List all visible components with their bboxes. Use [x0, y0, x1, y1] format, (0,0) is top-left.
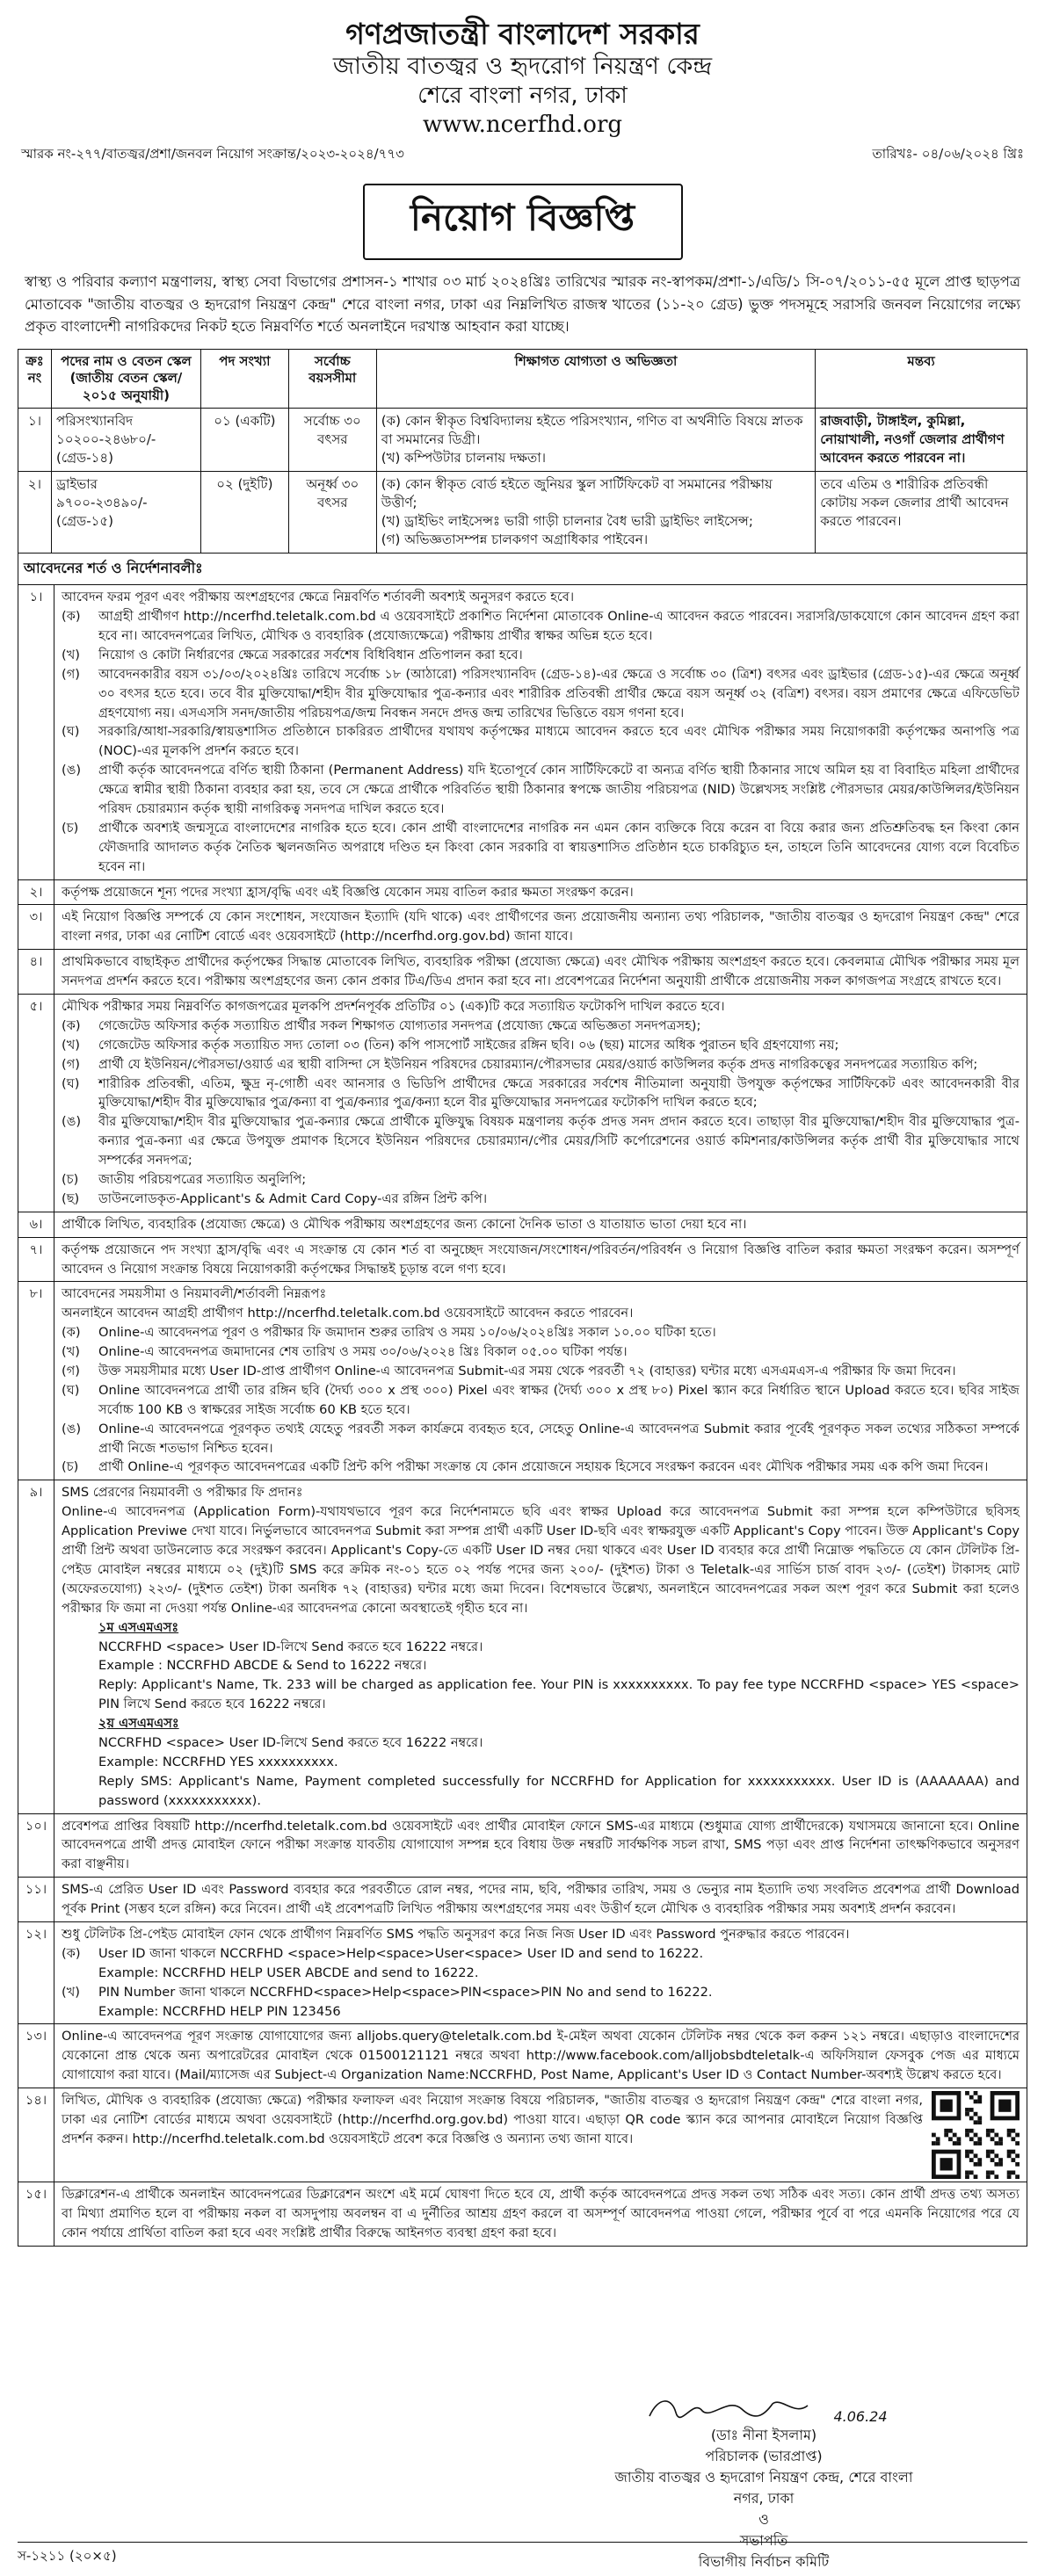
pay-grade: (গ্রেড-১৪) [55, 450, 113, 467]
government-name: গণপ্রজাতন্ত্রী বাংলাদেশ সরকার [345, 17, 700, 51]
subitem-text: প্রার্থীকে অবশ্যই জন্মসূত্রে বাংলাদেশের নাগরিক হতে হবে। কোন প্রার্থী বাংলাদেশের নাগরিক নন এমন কোন ব্যক্তিকে বিয়ে করেন বা বিয়ে করার জন্য প্রতিশ্রুতিবদ্ধ হন কিংবা কোন ফৌজদারি আদালত কর্তৃক নৈতিক স্খলনজনিত অপরাধে দণ্ডিত হন কিংবা কোন সরকারি বা স্বায়ত্তশাসিত প্রতিষ্ঠান হতে চাকরিচ্যুত হন, তাহলে তিনি আবেদনের যোগ্য বলে বিবেচিত হবেন না। [98, 820, 1020, 874]
condition-subitem [62, 1075, 1020, 1113]
row-post [51, 472, 200, 554]
condition-subitem [62, 819, 1020, 877]
condition-item [18, 1282, 1027, 1480]
qualification-line: (খ) কম্পিউটার চালনায় দক্ষতা। [381, 450, 547, 467]
condition-subitem [62, 722, 1020, 761]
condition-body [54, 1814, 1027, 1878]
condition-body [54, 1212, 1027, 1237]
condition-lead: প্রবেশপত্র প্রাপ্তির বিষয়টি http://ncerfhd.teletalk.com.bd ওয়েবসাইটে এবং প্রার্থীর মোবাইল ফোনে SMS-এর মাধ্যমে (শুধুমাত্র যোগ্য প্রার্থীদেরকে) যথাসময়ে জানানো হবে। Online আবেদনপত্রে প্রার্থী প্রদত্ত মোবাইল ফোনে পরীক্ষা সংক্রান্ত যাবতীয় যোগাযোগ সম্পন্ন হবে বিধায় উক্ত নম্বরটি সার্বক্ষণিক সচল রাখা, SMS পড়া এবং প্রাপ্ত নির্দেশনা তাৎক্ষণিকভাবে অনুসরণ করা বাঞ্ছনীয়। [62, 1818, 1020, 1872]
subitem-text: গেজেটেড অফিসার কর্তৃক সত্যায়িত সদ্য তোলা ০৩ (তিন) কপি পাসপোর্ট সাইজের রঙ্গিন ছবি। ০৬ (ছয়) মাসের অধিক পুরাতন ছবি গ্রহণযোগ্য নয়; [98, 1037, 839, 1053]
subitem-text: উক্ত সময়সীমার মধ্যে User ID-প্রাপ্ত প্রার্থীগণ Online-এ আবেদনপত্র Submit-এর সময় থেকে পরবর্তী ৭২ (বাহাত্তর) ঘন্টার মধ্যে এসএমএস-এ পরীক্ষার ফি জমা দিবেন। [98, 1364, 956, 1379]
sms-heading: ১ম এসএমএসঃ [98, 1619, 179, 1635]
header [18, 16, 1027, 139]
subitem-text: নিয়োগ ও কোটা নির্ধারণের ক্ষেত্রে সরকারের সর্বশেষ বিধিবিধান প্রতিপালন করা হবে। [98, 647, 523, 662]
subitem-text: Online-এ আবেদনপত্র পূরণ ও পরীক্ষার ফি জমাদান শুরুর তারিখ ও সময় ১০/০৬/২০২৪খ্রিঃ সকাল ১০.০০ ঘটিকা হতে। [98, 1325, 716, 1341]
subitem-label: (ক) [62, 1325, 81, 1341]
row-serial: ১। [18, 409, 52, 472]
condition-subitem [62, 1323, 1020, 1342]
condition-item [18, 1878, 1027, 1922]
subitem-label: (চ) [62, 820, 79, 836]
qualification-line: (ক) কোন স্বীকৃত বোর্ড হইতে জুনিয়র স্কুল সার্টিফিকেট বা সমমানের পরীক্ষায় উত্তীর্ণ; [381, 476, 773, 511]
subitem-label: (ঘ) [62, 1075, 80, 1091]
signatory-name: (ডাঃ নীনা ইসলাম) [710, 2427, 817, 2443]
posts-table [18, 349, 1027, 554]
condition-item [18, 1814, 1027, 1878]
signatory-office: জাতীয় বাতজ্বর ও হৃদরোগ নিয়ন্ত্রণ কেন্দ্র, শেরে বাংলা নগর, ঢাকা [614, 2469, 913, 2507]
condition-item [18, 1922, 1027, 2024]
post-name: পরিসংখ্যানবিদ [55, 413, 134, 430]
condition-item [18, 880, 1027, 906]
condition-number: ১২। [18, 1922, 54, 2023]
condition-subitem [62, 1190, 1020, 1209]
condition-subitem [62, 1964, 1020, 1983]
subitem-label: (গ) [62, 1056, 80, 1072]
subitem-label: (ক) [62, 1945, 81, 1961]
condition-subitem [62, 646, 1020, 665]
institute-name: জাতীয় বাতজ্বর ও হৃদরোগ নিয়ন্ত্রণ কেন্দ্র [332, 53, 713, 81]
subitem-label: (খ) [62, 647, 80, 662]
subitem-text: প্রার্থী কর্তৃক আবেদনপত্রে বর্ণিত স্থায়ী ঠিকানা (Permanent Address) যদি ইতোপূর্বে কোন সার্টিফিকেটে বা অন্যত্র বর্ণিত স্থায়ী ঠিকানার সাথে অমিল হয় বা বিবাহিত মহিলা প্রার্থীদের ক্ষেত্রে স্বামীর স্থায়ী ঠিকানা ব্যবহার করা হয়, তবে সে ক্ষেত্রে প্রার্থীকে পরিবর্তিত স্থায়ী ঠিকানার স্বপক্ষে জাতীয় পরিচয়পত্র (NID) উল্লেখসহ সংশ্লিষ্ট পৌরসভার মেয়র/কাউন্সিলর/ইউনিয়ন পরিষদ চেয়ারম্যান কর্তৃক স্থায়ী নাগরিকত্ব সনদপত্র দাখিল করতে হবে। [98, 763, 1020, 816]
pay-scale: ১০২০০-২৪৬৮০/- [55, 431, 156, 448]
subitem-text: গেজেটেড অফিসার কর্তৃক সত্যায়িত প্রার্থীর সকল শিক্ষাগত যোগ্যতার সনদপত্র (প্রযোজ্য ক্ষেত্রে অভিজ্ঞতা সনদপত্রসহ); [98, 1017, 701, 1033]
subitem-text: Online-এ আবেদনপত্র জমাদানের শেষ তারিখ ও সময় ৩০/০৬/২০২৪ খ্রিঃ বিকাল ০৫.০০ ঘটিকা পর্যন্ত। [98, 1344, 628, 1360]
row-age: সর্বোচ্চ ৩০ বৎসর [288, 409, 376, 472]
row-serial: ২। [18, 472, 52, 554]
condition-lead: মৌখিক পরীক্ষার সময় নিম্নবর্ণিত কাগজপত্রের মূলকপি প্রদর্শনপূর্বক প্রতিটির ০১ (এক)টি করে সত্যায়িত ফটোকপি দাখিল করতে হবে। [62, 999, 725, 1014]
subitem-text: User ID জানা থাকলে NCCRFHD <space>Help<space>User<space> User ID and send to 16222. [98, 1945, 704, 1961]
condition-lead: ডিক্লারেশন-এ প্রার্থীকে অনলাইন আবেদনপত্রের ডিক্লারেশন অংশে এই মর্মে ঘোষণা দিতে হবে যে, প্রার্থী কর্তৃক আবেদনপত্রে প্রদত্ত সকল তথ্য সঠিক এবং সত্য। কোন প্রার্থী প্রদত্ত তথ্য অসত্য বা মিথ্যা প্রমাণিত হলে বা পরীক্ষায় নকল বা অসদুপায় অবলম্বন বা এ দুর্নীতির আশ্রয় গ্রহণ করলে বা অসম্পূর্ণ আবেদনপত্র পাওয়া গেলে, পরীক্ষার পূর্বে বা পরে এমনকি নিয়োগের পরে যে কোন পর্যায়ে প্রার্থিতা বাতিল করা হবে এবং সংশ্লিষ্ট প্রার্থীর বিরুদ্ধে আইনগত ব্যবস্থা গ্রহণ করা হবে। [62, 2187, 1020, 2240]
qualification-line: (খ) ড্রাইভিং লাইসেন্সঃ ভারী গাড়ী চালনার বৈধ ভারী ড্রাইভিং লাইসেন্স; [381, 513, 753, 530]
subitem-label: (গ) [62, 666, 80, 682]
condition-number: ১৩। [18, 2024, 54, 2088]
subitem-label: (চ) [62, 1172, 79, 1188]
row-qualification [376, 409, 815, 472]
condition-subitem [62, 1170, 1020, 1190]
condition-lead: Online-এ আবেদনপত্র পূরণ সংক্রান্ত যোগাযোগের জন্য alljobs.query@teletalk.com.bd ই-মেইল অথবা যেকোন টেলিটক নম্বর থেকে কল করুন ১২১ নম্বরে। এছাড়াও বাংলাদেশের যেকোনো প্রান্ত থেকে অন্য অপারেটরের মোবাইল থেকে 01500121121 নম্বরে অথবা http://www.facebook.com/alljobsbdteletalk-এ অফিসিয়াল ফেসবুক পেজ এর মাধ্যমে যোগাযোগ করা যাবে। (Mail/ম্যাসেজ এর Subject-এ Organization Name:NCCRFHD, Post Name, Applicant's User ID ও Contact Number-অবশ্যই উল্লেখ করতে হবে। [62, 2029, 1020, 2083]
condition-number: ৯। [18, 1480, 54, 1813]
condition-subitem [62, 1983, 1020, 2002]
condition-body [54, 2088, 1027, 2182]
reference-line [18, 144, 1027, 166]
subitem-text: বীর মুক্তিযোদ্ধা/শহীদ বীর মুক্তিযোদ্ধার পুত্র-কন্যার ক্ষেত্রে প্রার্থীকে মুক্তিযুদ্ধ বিষয়ক মন্ত্রণালয় কর্তৃক প্রদত্ত সনদ প্রদান করতে হবে। তাছাড়া বীর মুক্তিযোদ্ধা/শহীদ বীর মুক্তিযোদ্ধার পুত্র-কন্যার পুত্র-কন্যা এর ক্ষেত্রে উপযুক্ত প্রমাণক হিসেবে ইউনিয়ন পরিষদের চেয়ারম্যান/পৌর মেয়র/সিটি কর্পোরেশনের ওয়ার্ড কমিশনার/কাউন্সিলর কর্তৃক প্রার্থী বীর মুক্তিযোদ্ধার সাথে সম্পর্কের সনদপত্র; [98, 1114, 1020, 1169]
subitem-text: Online-এ আবেদনপত্রে পূরণকৃত তথ্যই যেহেতু পরবর্তী সকল কার্যক্রমে ব্যবহৃত হবে, সেহেতু Online-এ আবেদনপত্র Submit করার পূর্বেই পূরণকৃত সকল তথ্যের সঠিকতা সম্পর্কে প্রার্থী নিজে শতভাগ নিশ্চিত হবেন। [98, 1421, 1020, 1456]
subitem-label: (চ) [62, 1459, 79, 1475]
condition-item [18, 905, 1027, 950]
condition-item [18, 2182, 1027, 2246]
subitem-label: (ক) [62, 609, 81, 625]
pay-grade: (গ্রেড-১৫) [55, 513, 113, 530]
sms-line: Reply: Applicant's Name, Tk. 233 will be charged as application fee. Your PIN is xxxxxxxxxx. To pay fee type NCCRFHD <space> YES <space> PIN লিখে Send করতে হবে 16222 নম্বরে। [98, 1677, 1020, 1712]
subitem-text: সরকারি/আধা-সরকারি/স্বায়ত্তশাসিত প্রতিষ্ঠানে চাকরিরত প্রার্থীদের যথাযথ কর্তৃপক্ষের মাধ্যমে আবেদন করতে হবে এবং মৌখিক পরীক্ষার সময় নিয়োগকারী কর্তৃপক্ষের অনাপত্তি পত্র (NOC)-এর মূলকপি প্রদর্শন করতে হবে। [98, 724, 1020, 759]
sms-line: NCCRFHD <space> User ID-লিখে Send করতে হবে 16222 নম্বরে। [98, 1639, 483, 1654]
subitem-text: জাতীয় পরিচয়পত্রের সত্যায়িত অনুলিপি; [98, 1172, 307, 1188]
subitem-text: Online আবেদনপত্রে প্রার্থী তার রঙ্গিন ছবি (দৈর্ঘ্য ৩০০ x প্রস্থ ৩০০) Pixel এবং স্বাক্ষর (দৈর্ঘ্য ৩০০ x প্রস্থ ৮০) Pixel স্ক্যান করে নির্ধারিত স্থানে Upload করতে হবে। ছবির সাইজ সর্বোচ্চ 100 KB ও স্বাক্ষরের সাইজ সর্বোচ্চ 60 KB হতে হবে। [98, 1382, 1020, 1417]
condition-body [54, 2024, 1027, 2088]
condition-subitem [62, 607, 1020, 646]
condition-number: ৩। [18, 905, 54, 949]
subitem-label: (ঘ) [62, 1382, 80, 1398]
condition-item [18, 1480, 1027, 1813]
table-row [18, 409, 1027, 472]
condition-body [54, 2182, 1027, 2246]
intro-paragraph: স্বাস্থ্য ও পরিবার কল্যাণ মন্ত্রণালয়, স্বাস্থ্য সেবা বিভাগের প্রশাসন-১ শাখার ০৩ মার্চ ২০২৪খ্রিঃ তারিখের স্মারক নং-স্বাপকম/প্রশা-১/এডি/১ সি-০৭/২০১১-৫৫ মূলে প্রাপ্ত ছাড়পত্র মোতাবেক "জাতীয় বাতজ্বর ও হৃদরোগ নিয়ন্ত্রণ কেন্দ্র" শেরে বাংলা নগর, ঢাকা এর নিম্নলিখিত রাজস্ব খাতের (১১-২০ গ্রেড) ভুক্ত পদসমূহে সরাসরি জনবল নিয়োগের লক্ষ্যে প্রকৃত বাংলাদেশী নাগরিকদের নিকট হতে নিম্নবর্ণিত শর্তে অনলাইনে দরখাস্ত আহবান করা যাচ্ছে। [25, 273, 1020, 336]
qualification-line: (ক) কোন স্বীকৃত বিশ্ববিদ্যালয় হইতে পরিসংখ্যান, গণিত বা অর্থনীতি বিষয়ে স্নাতক বা সমমানের ডিগ্রী। [381, 413, 803, 448]
condition-number: ১৪। [18, 2088, 54, 2182]
condition-number: ৭। [18, 1238, 54, 1282]
sms-heading: ২য় এসএমএসঃ [98, 1716, 179, 1732]
table-header-row [18, 349, 1027, 409]
row-count: ০২ (দুইটি) [200, 472, 288, 554]
sms-line: Reply SMS: Applicant's Name, Payment completed successfully for NCCRFHD for Application for xxxxxxxxxxx. User ID is (AAAAAAA) and password (xxxxxxxxxxx). [98, 1773, 1020, 1808]
col-count: পদ সংখ্যা [200, 349, 288, 409]
notice-title: নিয়োগ বিজ্ঞপ্তি [363, 184, 683, 260]
condition-number: ৪। [18, 950, 54, 994]
condition-item [18, 2024, 1027, 2088]
condition-lead: কর্তৃপক্ষ প্রয়োজনে পদ সংখ্যা হ্রাস/বৃদ্ধি এবং এ সংক্রান্ত যে কোন শর্ত বা অনুচ্ছেদ সংযোজন/সংশোধন/পরিবর্তন/পরিবর্ধন ও নিয়োগ বিজ্ঞপ্তি বাতিল করার ক্ষমতা সংরক্ষণ করেন। অসম্পূর্ণ আবেদন ও নিয়োগ সংক্রান্ত বিষয়ে নিয়োগকারী কর্তৃপক্ষের সিদ্ধান্তই চূড়ান্ত বলে গণ্য হবে। [62, 1241, 1020, 1277]
subitem-label: (ঙ) [62, 763, 82, 778]
condition-subitem [62, 1381, 1020, 1420]
col-serial: ক্রঃ নং [18, 349, 52, 409]
condition-body [54, 880, 1027, 905]
condition-subitem [62, 1458, 1020, 1477]
subitem-label: (ঙ) [62, 1114, 82, 1130]
subitem-text: ডাউনলোডকৃত-Applicant's & Admit Card Copy-এর রঙ্গিন প্রিন্ট কপি। [98, 1190, 488, 1206]
row-post [51, 409, 200, 472]
subitem-text: Example: NCCRFHD HELP USER ABCDE and send to 16222. [98, 1965, 479, 1980]
subitem-label: (ঘ) [62, 724, 80, 740]
website: www.ncerfhd.org [422, 111, 623, 138]
signature-date: 4.06.24 [833, 2408, 888, 2425]
subitem-text: শারীরিক প্রতিবন্ধী, এতিম, ক্ষুদ্র নৃ-গোষ্ঠী এবং আনসার ও ভিডিপি প্রার্থীদের ক্ষেত্রে সরকারের সর্বশেষ নীতিমালা অনুযায়ী উপযুক্ত কর্তৃপক্ষের সার্টিফিকেট এবং আবেদনকারী বীর মুক্তিযোদ্ধা/শহীদ বীর মুক্তিযোদ্ধার পুত্র/কন্যা বা পুত্র/কন্যার পুত্র/কন্যা হলে বীর মুক্তিযোদ্ধার সনদপত্রের ফটোকপি দাখিল করতে হবে; [98, 1075, 1020, 1111]
subitem-label: (খ) [62, 1984, 80, 2000]
condition-body [54, 585, 1027, 879]
condition-subitem [62, 1420, 1020, 1458]
col-age: সর্বোচ্চ বয়সসীমা [288, 349, 376, 409]
col-remark: মন্তব্য [816, 349, 1027, 409]
condition-item [18, 2088, 1027, 2182]
row-remark: রাজবাড়ী, টাঙ্গাইল, কুমিল্লা, নোয়াখালী, নওগাঁ জেলার প্রার্থীগণ আবেদন করতে পারবেন না। [816, 409, 1027, 472]
condition-body [54, 1922, 1027, 2023]
condition-lead: কর্তৃপক্ষ প্রয়োজনে শূন্য পদের সংখ্যা হ্রাস/বৃদ্ধি এবং এই বিজ্ঞপ্তি যেকোন সময় বাতিল করার ক্ষমতা সংরক্ষণ করেন। [62, 884, 634, 900]
condition-subitem [62, 1944, 1020, 1964]
row-qualification [376, 472, 815, 554]
subitem-text: প্রার্থী যে ইউনিয়ন/পৌরসভা/ওয়ার্ড এর স্থায়ী বাসিন্দা সে ইউনিয়ন পরিষদের চেয়ারম্যান/পৌরসভার মেয়র/ওয়ার্ড কাউন্সিলর কর্তৃক প্রদত্ত নাগরিকত্বের সনদপত্রের সত্যায়িত কপি; [98, 1056, 978, 1072]
condition-body [54, 1480, 1027, 1813]
condition-item [18, 1238, 1027, 1283]
sms-line: Example: NCCRFHD YES xxxxxxxxxx. [98, 1754, 338, 1769]
sms-line: NCCRFHD <space> User ID-লিখে Send করতে হবে 16222 নম্বরে। [98, 1734, 483, 1750]
condition-lead: প্রার্থীকে লিখিত, ব্যবহারিক (প্রযোজ্য ক্ষেত্রে) ও মৌখিক পরীক্ষায় অংশগ্রহণের জন্য কোনো দৈনিক ভাতা ও যাতায়াত ভাতা দেয়া হবে না। [62, 1216, 747, 1232]
condition-number: ৫। [18, 995, 54, 1212]
signature-scribble [614, 2390, 913, 2425]
subitem-label: (খ) [62, 1037, 80, 1053]
post-name: ড্রাইভার [55, 476, 98, 493]
condition-lead: আবেদন ফরম পূরণ এবং পরীক্ষায় অংশগ্রহণের ক্ষেত্রে নিম্নবর্ণিত শর্তাবলী অবশ্যই অনুসরণ করতে হবে। [62, 590, 575, 605]
row-remark: তবে এতিম ও শারীরিক প্রতিবন্ধী কোটায় সকল জেলার প্রার্থী আবেদন করতে পারবেন। [816, 472, 1027, 554]
condition-subitem [62, 1362, 1020, 1381]
condition-body [54, 995, 1027, 1212]
condition-body [54, 905, 1027, 949]
subitem-text: আবেদনকারীর বয়স ৩১/০৩/২০২৪খ্রিঃ তারিখে সর্বোচ্চ ১৮ (আঠারো) পরিসংখ্যানবিদ (গ্রেড-১৪)-এর ক্ষেত্রে ও সর্বোচ্চ ৩০ (ত্রিশ) বৎসর এবং ড্রাইভার (গ্রেড-১৫)-এর ক্ষেত্রে অনূর্ধ্ব ৩০ বৎসর হতে হবে। তবে বীর মুক্তিযোদ্ধা/শহীদ বীর মুক্তিযোদ্ধার পুত্র-কন্যার এবং শারীরিক প্রতিবন্ধী প্রার্থীর ক্ষেত্রে বয়স অনূর্ধ্ব ৩২ (বত্রিশ) বৎসর। বয়স প্রমাণের ক্ষেত্রে এফিডেভিট গ্রহণযোগ্য নয়। এসএসসি সনদ/জাতীয় পরিচয়পত্র/জন্ম নিবন্ধন সনদে প্রদত্ত জন্ম তারিখের ভিত্তিতে বয়স গণনা হবে। [98, 666, 1020, 720]
footer-code: স-১২১১ (২০×৫) [18, 2542, 1027, 2568]
condition-number: ৬। [18, 1212, 54, 1237]
condition-subitem [62, 1036, 1020, 1055]
qr-code-icon[interactable] [932, 2091, 1020, 2179]
conditions-list [18, 585, 1027, 2247]
condition-lead: এই নিয়োগ বিজ্ঞপ্তি সম্পর্কে যে কোন সংশোধন, সংযোজন ইত্যাদি (যদি থাকে) এবং প্রার্থীগণের জন্য প্রয়োজনীয় অন্যান্য তথ্য পরিচালক, "জাতীয় বাতজ্বর ও হৃদরোগ নিয়ন্ত্রণ কেন্দ্র" শেরে বাংলা নগর, ঢাকা এর নোটিশ বোর্ডে এবং ওয়েবসাইটে (http://ncerfhd.org.gov.bd) জানা যাবে। [62, 909, 1020, 944]
condition-number: ২। [18, 880, 54, 905]
condition-subitem [62, 1017, 1020, 1036]
condition-body [54, 1282, 1027, 1480]
condition-subitem [62, 665, 1020, 723]
condition-lead: লিখিত, মৌখিক ও ব্যবহারিক (প্রযোজ্য ক্ষেত্রে) পরীক্ষার ফলাফল এবং নিয়োগ সংক্রান্ত বিষয়ে পরিচালক, "জাতীয় বাতজ্বর ও হৃদরোগ নিয়ন্ত্রণ কেন্দ্র" শেরে বাংলা নগর, ঢাকা এর নোটিশ বোর্ডের মাধ্যমে অথবা ওয়েবসাইটে (http://ncerfhd.org.gov.bd) পাওয়া যাবে। এছাড়া QR code স্ক্যান করে আপনার মোবাইলে নিয়োগ বিজ্ঞপ্তি প্রদর্শন করুন। http://ncerfhd.teletalk.com.bd ওয়েবসাইটে প্রবেশ করে বিজ্ঞপ্তি ও অন্যান্য তথ্য জানা যাবে। [62, 2093, 923, 2146]
subitem-text: Example: NCCRFHD HELP PIN 123456 [98, 2003, 341, 2019]
condition-number: ১। [18, 585, 54, 879]
condition-item [18, 585, 1027, 879]
condition-lead: SMS-এ প্রেরিত User ID এবং Password ব্যবহার করে পরবর্তীতে রোল নম্বর, পদের নাম, ছবি, পরীক্ষার তারিখ, সময় ও ভেন্যুর নাম ইত্যাদি তথ্য সংবলিত প্রবেশপত্র প্রার্থী Download পূর্বক Print (সম্ভব হলে রঙ্গিন) করে নিবেন। প্রার্থী এই প্রবেশপত্রটি লিখিত পরীক্ষায় অংশগ্রহণের সময় এবং উত্তীর্ণ হলে মৌখিক ও ব্যবহারিক পরীক্ষার সময় অবশ্যই প্রদর্শন করবেন। [62, 1882, 1020, 1917]
table-row [18, 472, 1027, 554]
signatory-chair: সভাপতি [739, 2532, 788, 2549]
conditions-title: আবেদনের শর্ত ও নির্দেশনাবলীঃ [18, 554, 1027, 585]
pay-scale: ৯৭০০-২৩৪৯০/- [55, 495, 148, 511]
qualification-line: (গ) অভিজ্ঞতাসম্পন্ন চালকগণ অগ্রাধিকার পাইবেন। [381, 532, 649, 548]
condition-item [18, 995, 1027, 1212]
condition-item [18, 1212, 1027, 1238]
condition-body [54, 950, 1027, 994]
condition-lead: আবেদনের সময়সীমা ও নিয়মাবলী/শর্তাবলী নিম্নরূপঃ [62, 1286, 327, 1302]
subitem-label: (গ) [62, 1364, 80, 1379]
condition-subitem [62, 1055, 1020, 1075]
row-age: অনূর্ধ্ব ৩০ বৎসর [288, 472, 376, 554]
subitem-label: (খ) [62, 1344, 80, 1360]
row-count: ০১ (একটি) [200, 409, 288, 472]
subitem-text: আগ্রহী প্রার্থীগণ http://ncerfhd.teletalk.com.bd এ ওয়েবসাইটে প্রকাশিত নির্দেশনা মোতাবেক Online-এ আবেদন করতে পারবেন। সরাসরি/ডাকযোগে কোন আবেদন গ্রহণ করা হবে না। আবেদনপত্রের লিখিত, মৌখিক ও ব্যবহারিক (প্রযোজ্যক্ষেত্রে) পরীক্ষায় প্রার্থীর স্বাক্ষর অভিন্ন হতে হবে। [98, 609, 1020, 643]
condition-subitem [62, 1112, 1020, 1170]
condition-body [54, 1238, 1027, 1282]
col-qualification: শিক্ষাগত যোগ্যতা ও অভিজ্ঞতা [376, 349, 815, 409]
condition-lead-2: অনলাইনে আবেদন আগ্রহী প্রার্থীগণ http://ncerfhd.teletalk.com.bd ওয়েবসাইটে আবেদন করতে পারবেন। [62, 1306, 634, 1321]
signatory-role: পরিচালক (ভারপ্রাপ্ত) [705, 2448, 823, 2464]
condition-subitem [62, 1342, 1020, 1362]
condition-number: ১০। [18, 1814, 54, 1878]
subitem-text: PIN Number জানা থাকলে NCCRFHD<space>Help<space>PIN<space>PIN No and send to 16222. [98, 1984, 713, 2000]
signatory-committee: বিভাগীয় নির্বাচন কমিটি [698, 2553, 830, 2570]
subitem-label: (ক) [62, 1017, 81, 1033]
condition-item [18, 950, 1027, 995]
subitem-label: (ঙ) [62, 1421, 82, 1436]
memo-number: স্মারক নং-২৭৭/বাতজ্বর/প্রশা/জনবল নিয়োগ সংক্রান্ত/২০২৩-২০২৪/৭৭৩ [21, 146, 404, 162]
subitem-label: (ছ) [62, 1190, 80, 1206]
condition-number: ৮। [18, 1282, 54, 1480]
condition-lead: প্রাথমিকভাবে বাছাইকৃত প্রার্থীদের কর্তৃপক্ষের সিদ্ধান্ত মোতাবেক লিখিত, ব্যবহারিক পরীক্ষা (প্রযোজ্য ক্ষেত্রে) এবং মৌখিক পরীক্ষায় অংশগ্রহণ করতে হবে। কেবলমাত্র মৌখিক পরীক্ষার সময় মূল সনদপত্র প্রদর্শন করতে হবে। পরীক্ষায় অংশগ্রহণের জন্য কোন প্রকার টিএ/ডিএ প্রদান করা হবে না। প্রবেশপত্রের নির্দেশনা অনুযায়ী প্রার্থীকে প্রয়োজনীয় সকল কাগজপত্র সংগ্রহে রাখতে হবে। [62, 954, 1020, 989]
condition-lead: শুধু টেলিটক প্রি-পেইড মোবাইল ফোন থেকে প্রার্থীগণ নিম্নবর্ণিত SMS পদ্ধতি অনুসরণ করে নিজ নিজ User ID এবং Password পুনরুদ্ধার করতে পারবেন। [62, 1926, 850, 1942]
institute-location: শেরে বাংলা নগর, ঢাকা [417, 83, 628, 109]
condition-subitem [62, 2002, 1020, 2022]
condition-subitem [62, 761, 1020, 819]
condition-number: ১১। [18, 1878, 54, 1921]
col-post: পদের নাম ও বেতন স্কেল (জাতীয় বেতন স্কেল/২০১৫ অনুযায়ী) [51, 349, 200, 409]
condition-lead-2: Online-এ আবেদনপত্র (Application Form)-যথাযথভাবে পূরণ করে নির্দেশনামতে ছবি এবং স্বাক্ষর Upload করে আবেদনপত্র Submit করা সম্পন্ন হলে কম্পিউটারে ছবিসহ Application Previwe দেখা যাবে। নির্ভুলভাবে আবেদনপত্র Submit করা সম্পন্ন প্রার্থী একটি User ID-ছবি এবং স্বাক্ষরযুক্ত একটি Applicant's Copy পাবেন। উক্ত Applicant's Copy প্রার্থী প্রিন্ট অথবা ডাউনলোড করে সংরক্ষণ করবেন। Applicant's Copy-তে একটি User ID নম্বর দেয়া থাকবে এবং User ID ব্যবহার করে প্রার্থী নিম্নোক্ত পদ্ধতিতে যে কোন টেলিটক প্রি-পেইড মোবাইল নম্বরের মাধ্যমে ০২ (দুই)টি SMS করে ক্রমিক নং-০১ হতে ০২ পর্যন্ত পদের জন্য ২০০/- (দুইশত) টাকা ও Teletalk-এর সার্ভিস চার্জ বাবদ ২৩/- (তেইশ) টাকাসহ মোট (অফেরতযোগ্য) ২২৩/- (দুইশত তেইশ) টাকা অনধিক ৭২ (বাহাত্তর) ঘন্টার মধ্যে জমা দিবেন। বিশেষভাবে উল্লেখ্য, অনলাইনে আবেদনপত্রের সকল অংশ পূরণ করে Submit করা হলেও পরীক্ষার ফি জমা না দেওয়া পর্যন্ত Online-এর আবেদনপত্র কোনো অবস্থাতেই গৃহীত হবে না। [62, 1504, 1020, 1616]
subitem-label [62, 2002, 98, 2022]
condition-number: ১৫। [18, 2182, 54, 2246]
sms-line: Example : NCCRFHD ABCDE & Send to 16222 নম্বরে। [98, 1658, 427, 1674]
subitem-label [62, 1964, 98, 1983]
condition-body [54, 1878, 1027, 1921]
notice-date: তারিখঃ- ০৪/০৬/২০২৪ খ্রিঃ [872, 146, 1024, 162]
subitem-text: প্রার্থী Online-এ পূরণকৃত আবেদনপত্রের একটি প্রিন্ট কপি পরীক্ষা সংক্রান্ত যে কোন প্রয়োজনে সহায়ক হিসেবে সংরক্ষণ করবেন এবং মৌখিক পরীক্ষার সময় এক কপি জমা দিবেন। [98, 1459, 989, 1475]
signatory-and: ও [758, 2511, 769, 2528]
condition-lead: SMS প্রেরণের নিয়মাবলী ও পরীক্ষার ফি প্রদানঃ [62, 1485, 303, 1501]
